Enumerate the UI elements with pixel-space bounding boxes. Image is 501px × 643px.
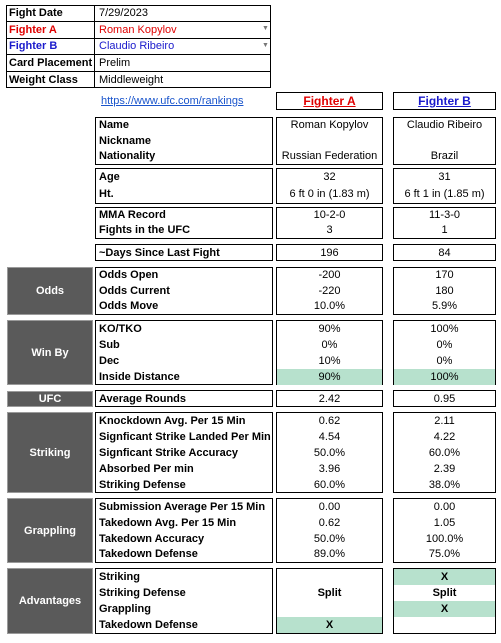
weight-class-value[interactable]: Middleweight xyxy=(99,74,164,86)
fight-info-table xyxy=(6,5,271,88)
striking-defense-b: 38.0% xyxy=(428,479,461,491)
sub-label: Sub xyxy=(99,339,120,351)
ko-tko-a: 90% xyxy=(318,323,341,335)
name-a: Roman Kopylov xyxy=(290,119,369,131)
odds-open-b: 170 xyxy=(435,269,454,281)
card-placement-value[interactable]: Prelim xyxy=(99,57,131,69)
odds-move-a: 10.0% xyxy=(313,300,346,312)
name-b: Claudio Ribeiro xyxy=(406,119,483,131)
nickname-label: Nickname xyxy=(99,135,151,147)
adv-striking-label: Striking xyxy=(99,571,140,583)
name-label: Name xyxy=(99,119,129,131)
inside-distance-a: 90% xyxy=(277,369,382,385)
inside-distance-label: Inside Distance xyxy=(99,371,180,383)
fighter-a-label: Fighter A xyxy=(9,24,57,36)
adv-takedown-defense-b xyxy=(394,617,495,633)
takedown-avg-b: 1.05 xyxy=(433,517,456,529)
nickname-b xyxy=(394,133,495,149)
takedown-accuracy-label: Takedown Accuracy xyxy=(99,533,205,545)
fighter-b-select[interactable]: Claudio Ribeiro xyxy=(99,40,175,52)
mma-record-a: 10-2-0 xyxy=(313,209,346,221)
knockdown-avg-b: 2.11 xyxy=(434,415,455,427)
fighter-b-label: Fighter B xyxy=(9,40,58,52)
takedown-accuracy-a: 50.0% xyxy=(313,533,346,545)
takedown-avg-a: 0.62 xyxy=(318,517,341,529)
submission-avg-label: Submission Average Per 15 Min xyxy=(99,501,266,513)
adv-striking-a xyxy=(277,569,382,585)
takedown-defense-a: 89.0% xyxy=(313,548,346,560)
sig-strikes-landed-a: 4.54 xyxy=(318,431,341,443)
dec-b: 0% xyxy=(436,355,453,367)
dec-a: 10% xyxy=(318,355,341,367)
days-since-b: 84 xyxy=(393,244,496,261)
ufc-section-header: UFC xyxy=(7,391,93,407)
sig-strike-accuracy-b: 60.0% xyxy=(428,447,461,459)
odds-open-label: Odds Open xyxy=(99,269,159,281)
adv-striking-b: X xyxy=(394,569,495,585)
knockdown-avg-a: 0.62 xyxy=(318,415,341,427)
nickname-a xyxy=(277,133,382,149)
sub-b: 0% xyxy=(436,339,453,351)
fighter-a-column-header: Fighter A xyxy=(276,92,383,110)
fighter-a-select[interactable]: Roman Kopylov xyxy=(99,24,177,36)
fight-info-divider xyxy=(94,5,95,88)
grappling-section-header: Grappling xyxy=(7,498,93,563)
odds-section-header: Odds xyxy=(7,267,93,315)
mma-record-b: 11-3-0 xyxy=(429,209,460,221)
ufc-fights-b: 1 xyxy=(441,224,448,236)
fight-date-label: Fight Date xyxy=(9,7,63,19)
odds-open-a: -200 xyxy=(318,269,341,281)
adv-striking-defense-b: Split xyxy=(432,587,457,599)
age-b: 31 xyxy=(438,171,451,183)
absorbed-per-min-label: Absorbed Per min xyxy=(99,463,194,475)
adv-striking-defense-label: Striking Defense xyxy=(99,587,186,599)
fight-date-value[interactable]: 7/29/2023 xyxy=(99,7,148,19)
chevron-down-icon[interactable]: ▼ xyxy=(262,42,269,49)
chevron-down-icon[interactable]: ▼ xyxy=(262,25,269,32)
adv-grappling-b: X xyxy=(394,601,495,617)
adv-takedown-defense-a: X xyxy=(277,617,382,633)
absorbed-per-min-b: 2.39 xyxy=(433,463,456,475)
striking-defense-label: Striking Defense xyxy=(99,479,186,491)
age-label: Age xyxy=(99,171,120,183)
average-rounds-b: 0.95 xyxy=(393,390,496,407)
winby-section-header: Win By xyxy=(7,320,93,385)
advantages-section-header: Advantages xyxy=(7,568,93,634)
odds-move-label: Odds Move xyxy=(99,300,159,312)
days-since-label: ~Days Since Last Fight xyxy=(95,244,273,261)
knockdown-avg-label: Knockdown Avg. Per 15 Min xyxy=(99,415,246,427)
striking-section-header: Striking xyxy=(7,412,93,493)
average-rounds-label: Average Rounds xyxy=(95,390,273,407)
nationality-label: Nationality xyxy=(99,150,156,162)
age-a: 32 xyxy=(323,171,336,183)
height-b: 6 ft 1 in (1.85 m) xyxy=(404,188,485,200)
striking-defense-a: 60.0% xyxy=(313,479,346,491)
submission-avg-b: 0.00 xyxy=(433,501,456,513)
odds-current-label: Odds Current xyxy=(99,285,170,297)
odds-current-b: 180 xyxy=(435,285,454,297)
ufc-fights-label: Fights in the UFC xyxy=(99,224,191,236)
nationality-b: Brazil xyxy=(430,150,459,162)
adv-grappling-label: Grappling xyxy=(99,603,151,615)
odds-current-a: -220 xyxy=(318,285,341,297)
days-since-a: 196 xyxy=(276,244,383,261)
ufc-fights-a: 3 xyxy=(326,224,333,236)
weight-class-label: Weight Class xyxy=(9,74,78,86)
adv-striking-defense-a: Split xyxy=(317,587,342,599)
mma-record-label: MMA Record xyxy=(99,209,166,221)
takedown-defense-b: 75.0% xyxy=(428,548,461,560)
sig-strikes-landed-label: Signficant Strike Landed Per Min xyxy=(99,431,271,443)
ko-tko-label: KO/TKO xyxy=(99,323,142,335)
takedown-defense-label: Takedown Defense xyxy=(99,548,198,560)
adv-takedown-defense-label: Takedown Defense xyxy=(99,619,198,631)
sig-strike-accuracy-label: Signficant Strike Accuracy xyxy=(99,447,238,459)
ko-tko-b: 100% xyxy=(430,323,459,335)
fighter-b-column-header: Fighter B xyxy=(393,92,496,110)
absorbed-per-min-a: 3.96 xyxy=(318,463,341,475)
nationality-a: Russian Federation xyxy=(281,150,378,162)
sig-strikes-landed-b: 4.22 xyxy=(433,431,456,443)
sig-strike-accuracy-a: 50.0% xyxy=(313,447,346,459)
average-rounds-a: 2.42 xyxy=(276,390,383,407)
takedown-avg-label: Takedown Avg. Per 15 Min xyxy=(99,517,237,529)
dec-label: Dec xyxy=(99,355,120,367)
adv-grappling-a xyxy=(277,601,382,617)
ufc-rankings-link[interactable]: https://www.ufc.com/rankings xyxy=(101,95,244,107)
submission-avg-a: 0.00 xyxy=(318,501,341,513)
height-a: 6 ft 0 in (1.83 m) xyxy=(289,188,370,200)
card-placement-label: Card Placement xyxy=(9,57,93,69)
takedown-accuracy-b: 100.0% xyxy=(425,533,464,545)
odds-move-b: 5.9% xyxy=(431,300,458,312)
inside-distance-b: 100% xyxy=(394,369,495,385)
sub-a: 0% xyxy=(321,339,338,351)
height-label: Ht. xyxy=(99,188,114,200)
